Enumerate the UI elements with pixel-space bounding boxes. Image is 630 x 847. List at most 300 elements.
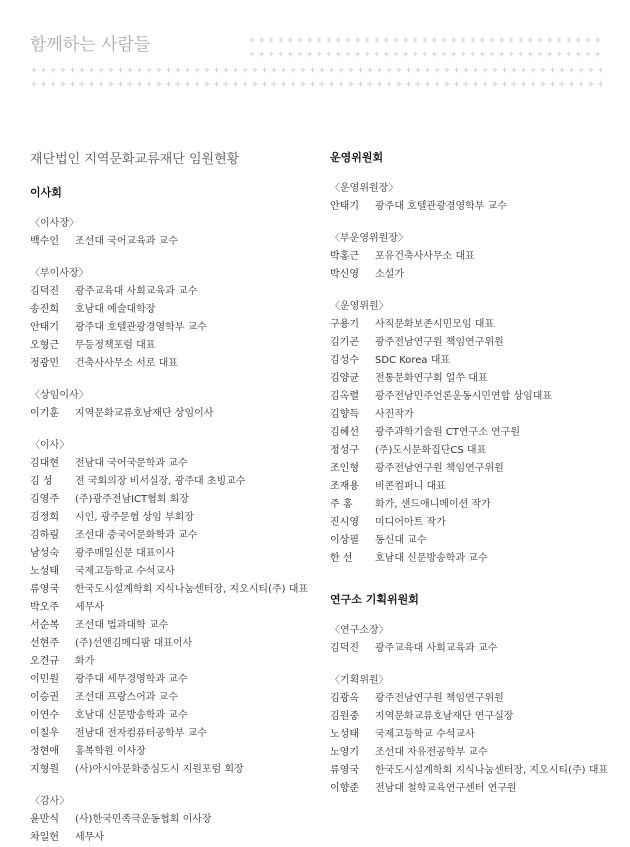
plus-mark: [576, 52, 581, 57]
plus-mark: [348, 68, 353, 73]
plus-mark: [128, 68, 133, 73]
plus-mark: [396, 82, 401, 87]
plus-mark: [336, 38, 341, 43]
member-name: 이상필: [330, 535, 359, 546]
plus-mark: [259, 38, 264, 43]
member-name: 김향득: [330, 409, 359, 420]
member-affiliation: 호남대 예술대학장: [75, 304, 156, 315]
plus-mark: [531, 82, 536, 87]
member-name: 윤만식: [30, 814, 59, 825]
member-name: 차일헌: [30, 832, 59, 843]
member-affiliation: 화가: [75, 656, 95, 667]
group-title: 〈이사〉: [30, 440, 70, 451]
member-name: 안태기: [30, 322, 59, 333]
member-name: 이칠우: [30, 728, 59, 739]
section-title-operating-committee: 운영위원회: [330, 151, 384, 164]
group-title: 〈이사장〉: [30, 218, 79, 229]
member-row: [330, 442, 620, 460]
member-name: 안태기: [330, 201, 359, 212]
plus-mark: [41, 68, 46, 73]
member-name: 노성태: [30, 566, 59, 577]
member-affiliation: 조선대 자유전공학부 교수: [375, 747, 488, 758]
plus-mark: [355, 52, 360, 57]
plus-mark: [185, 82, 190, 87]
member-row: [30, 617, 320, 635]
plus-mark: [51, 82, 56, 87]
member-affiliation: 전남대 전자컴퓨터공학부 교수: [75, 728, 207, 739]
plus-mark: [416, 82, 421, 87]
member-name: 조인형: [330, 463, 359, 474]
member-group: [30, 215, 320, 251]
plus-mark: [355, 38, 360, 43]
plus-mark: [413, 52, 418, 57]
plus-mark: [432, 52, 437, 57]
plus-mark: [566, 38, 571, 43]
member-row: [330, 406, 620, 424]
plus-mark: [470, 38, 475, 43]
plus-mark: [547, 52, 552, 57]
plus-mark: [32, 68, 37, 73]
member-affiliation: 조선대 국어교육과 교수: [75, 236, 178, 247]
plus-mark: [569, 68, 574, 73]
plus-mark: [483, 68, 488, 73]
plus-mark: [137, 68, 142, 73]
member-affiliation: 동신대 교수: [375, 535, 427, 546]
plus-mark: [89, 68, 94, 73]
member-affiliation: 무등정책포럼 대표: [75, 340, 156, 351]
member-row: [30, 405, 320, 423]
member-name: 김정희: [30, 512, 59, 523]
section-title-board: 이사회: [30, 186, 62, 199]
member-row: [330, 248, 620, 266]
plus-mark: [298, 38, 303, 43]
planning-committee-groups: [330, 622, 620, 798]
member-row: [330, 762, 620, 780]
plus-mark: [557, 38, 562, 43]
plus-mark: [307, 52, 312, 57]
plus-mark: [278, 38, 283, 43]
member-row: [330, 460, 620, 478]
plus-mark: [528, 38, 533, 43]
member-affiliation: 조선대 법과대학 교수: [75, 620, 169, 631]
plus-mark: [346, 38, 351, 43]
member-affiliation: 한국도시설계학회 지식나눔센터장, 지오시티(주) 대표: [375, 765, 609, 776]
member-row: [30, 355, 320, 373]
plus-mark: [512, 68, 517, 73]
member-affiliation: (주)선앤김메디팜 대표이사: [75, 638, 193, 649]
member-name: 이민원: [30, 674, 59, 685]
member-affiliation: 광주교육대 사회교육과 교수: [75, 286, 198, 297]
plus-mark: [358, 82, 363, 87]
plus-mark: [137, 82, 142, 87]
plus-mark: [377, 68, 382, 73]
plus-mark: [108, 82, 113, 87]
plus-mark: [538, 52, 543, 57]
plus-mark: [243, 82, 248, 87]
member-row: [30, 455, 320, 473]
member-name: 노성태: [330, 729, 359, 740]
member-name: 박홍근: [330, 251, 359, 262]
plus-mark: [298, 52, 303, 57]
member-group: [330, 230, 620, 284]
plus-mark: [250, 38, 255, 43]
member-name: 김기곤: [330, 337, 359, 348]
member-affiliation: 시인, 광주문협 상임 부회장: [75, 512, 194, 523]
member-affiliation: 화가, 샌드애니메이션 작가: [375, 499, 491, 510]
member-affiliation: 광주교육대 사회교육과 교수: [375, 643, 498, 654]
plus-mark: [531, 68, 536, 73]
member-row: [30, 653, 320, 671]
member-row: [30, 581, 320, 599]
member-name: 류영국: [330, 765, 359, 776]
plus-mark: [464, 82, 469, 87]
plus-mark: [41, 82, 46, 87]
plus-mark: [518, 38, 523, 43]
plus-mark: [384, 52, 389, 57]
member-row: [30, 563, 320, 581]
member-group: [330, 622, 620, 658]
plus-mark: [329, 82, 334, 87]
member-name: 김혜선: [330, 427, 359, 438]
plus-mark: [566, 52, 571, 57]
plus-mark: [403, 38, 408, 43]
member-row: [330, 198, 620, 216]
plus-mark: [403, 52, 408, 57]
member-row: [30, 491, 320, 509]
plus-mark: [269, 38, 274, 43]
plus-mark: [394, 38, 399, 43]
member-row: [30, 527, 320, 545]
group-title: 〈상임이사〉: [30, 390, 89, 401]
member-row: [330, 690, 620, 708]
plus-mark: [422, 52, 427, 57]
plus-mark: [176, 82, 181, 87]
plus-mark: [272, 82, 277, 87]
plus-mark: [310, 82, 315, 87]
plus-mark: [387, 68, 392, 73]
member-affiliation: 광주전남연구원 책임연구위원: [375, 463, 504, 474]
plus-mark: [70, 68, 75, 73]
member-name: 조재용: [330, 481, 359, 492]
plus-mark: [586, 38, 591, 43]
member-name: 김성수: [330, 355, 359, 366]
plus-mark: [358, 68, 363, 73]
plus-mark: [166, 82, 171, 87]
plus-mark: [406, 82, 411, 87]
plus-mark: [425, 68, 430, 73]
member-affiliation: 포유건축사사무소 대표: [375, 251, 475, 262]
plus-mark: [502, 68, 507, 73]
member-name: 김 성: [30, 476, 53, 487]
group-title: 〈연구소장〉: [330, 625, 389, 636]
plus-mark: [432, 38, 437, 43]
member-row: [30, 301, 320, 319]
plus-mark: [521, 82, 526, 87]
plus-mark: [518, 52, 523, 57]
member-name: 박오주: [30, 602, 59, 613]
member-name: 박신영: [330, 269, 359, 280]
member-group: [30, 793, 320, 847]
plus-mark: [252, 82, 257, 87]
plus-mark: [416, 68, 421, 73]
plus-mark: [300, 68, 305, 73]
plus-mark: [326, 52, 331, 57]
plus-mark: [374, 52, 379, 57]
member-row: [330, 478, 620, 496]
member-row: [330, 708, 620, 726]
member-row: [330, 388, 620, 406]
plus-mark: [320, 82, 325, 87]
member-row: [330, 640, 620, 658]
member-name: 김덕진: [30, 286, 59, 297]
plus-mark: [346, 52, 351, 57]
member-name: 선현주: [30, 638, 59, 649]
plus-mark: [512, 82, 517, 87]
plus-mark: [557, 52, 562, 57]
member-affiliation: 전남대 국어국문학과 교수: [75, 458, 188, 469]
plus-mark: [365, 38, 370, 43]
member-name: 김하림: [30, 530, 59, 541]
plus-mark: [250, 52, 255, 57]
member-name: 정성구: [330, 445, 359, 456]
plus-mark: [579, 82, 584, 87]
member-name: 이기훈: [30, 408, 59, 419]
plus-mark: [224, 68, 229, 73]
plus-mark: [374, 38, 379, 43]
plus-mark: [509, 38, 514, 43]
plus-mark: [406, 68, 411, 73]
member-affiliation: 조선대 중국어문화학과 교수: [75, 530, 198, 541]
plus-mark: [560, 68, 565, 73]
plus-mark: [288, 52, 293, 57]
member-affiliation: 광주대 호텔관광경영학부 교수: [75, 322, 207, 333]
member-name: 한 선: [330, 553, 353, 564]
member-row: [30, 743, 320, 761]
plus-mark: [307, 38, 312, 43]
member-row: [30, 635, 320, 653]
member-affiliation: 사진작가: [375, 409, 414, 420]
plus-mark: [461, 52, 466, 57]
plus-mark: [368, 68, 373, 73]
plus-mark: [243, 68, 248, 73]
plus-mark: [128, 82, 133, 87]
plus-mark: [195, 82, 200, 87]
plus-mark: [80, 82, 85, 87]
member-name: 김대현: [30, 458, 59, 469]
group-title: 〈부운영위원장〉: [330, 233, 408, 244]
plus-mark: [156, 82, 161, 87]
member-row: [30, 337, 320, 355]
member-name: 이승권: [30, 692, 59, 703]
plus-mark: [442, 38, 447, 43]
plus-mark: [454, 68, 459, 73]
member-group: [30, 387, 320, 423]
plus-mark: [499, 52, 504, 57]
member-row: [30, 689, 320, 707]
plus-mark: [176, 68, 181, 73]
plus-mark: [502, 82, 507, 87]
plus-mark: [214, 82, 219, 87]
member-name: 백수인: [30, 236, 59, 247]
plus-mark: [387, 82, 392, 87]
plus-mark: [540, 82, 545, 87]
plus-mark: [499, 38, 504, 43]
plus-mark: [550, 82, 555, 87]
member-name: 오견규: [30, 656, 59, 667]
member-row: [330, 352, 620, 370]
member-affiliation: 소설가: [375, 269, 404, 280]
member-affiliation: 세무사: [75, 602, 104, 613]
plus-mark: [326, 38, 331, 43]
member-row: [330, 550, 620, 568]
plus-mark: [560, 82, 565, 87]
plus-mark: [550, 68, 555, 73]
member-name: 서순복: [30, 620, 59, 631]
plus-mark: [394, 52, 399, 57]
plus-mark: [214, 68, 219, 73]
member-name: 김영주: [30, 494, 59, 505]
plus-mark: [569, 82, 574, 87]
plus-mark: [425, 82, 430, 87]
member-affiliation: 국제고등학교 수석교사: [375, 729, 475, 740]
plus-mark: [147, 82, 152, 87]
member-row: [30, 811, 320, 829]
plus-mark: [291, 68, 296, 73]
page-title: 재단법인 지역문화교류재단 임원현황: [30, 152, 240, 167]
plus-mark: [281, 68, 286, 73]
plus-mark: [233, 82, 238, 87]
plus-mark: [470, 52, 475, 57]
plus-mark: [224, 82, 229, 87]
group-title: 〈기획위원〉: [330, 675, 389, 686]
plus-mark: [252, 68, 257, 73]
plus-mark: [118, 68, 123, 73]
member-affiliation: 광주매일신문 대표이사: [75, 548, 175, 559]
plus-mark: [454, 82, 459, 87]
member-affiliation: 전남대 철학교육연구센터 연구원: [375, 783, 517, 794]
member-affiliation: (주)광주전남ICT협회 회장: [75, 494, 189, 505]
member-row: [330, 316, 620, 334]
plus-mark: [288, 38, 293, 43]
plus-mark: [195, 68, 200, 73]
plus-mark: [538, 38, 543, 43]
plus-mark: [595, 38, 600, 43]
member-name: 정광민: [30, 358, 59, 369]
plus-mark: [588, 68, 593, 73]
plus-mark: [348, 82, 353, 87]
member-name: 정현애: [30, 746, 59, 757]
plus-mark: [317, 38, 322, 43]
member-affiliation: 호남대 신문방송학과 교수: [375, 553, 488, 564]
member-name: 남성숙: [30, 548, 59, 559]
member-row: [330, 424, 620, 442]
plus-mark: [99, 82, 104, 87]
plus-mark: [147, 68, 152, 73]
plus-mark: [521, 68, 526, 73]
member-row: [30, 509, 320, 527]
member-row: [330, 514, 620, 532]
plus-mark: [480, 38, 485, 43]
plus-mark: [473, 68, 478, 73]
board-column: [30, 185, 320, 847]
group-title: 〈운영위원장〉: [330, 183, 399, 194]
member-group: [330, 180, 620, 216]
plus-mark: [547, 38, 552, 43]
plus-mark: [540, 68, 545, 73]
member-row: [30, 545, 320, 563]
plus-mark: [272, 68, 277, 73]
section-title-planning-committee: 연구소 기획위원회: [330, 593, 419, 606]
member-name: 김원중: [330, 711, 359, 722]
member-row: [330, 266, 620, 284]
member-affiliation: 세무사: [75, 832, 104, 843]
member-name: 김옥렬: [330, 391, 359, 402]
plus-mark: [310, 68, 315, 73]
plus-mark: [598, 82, 603, 87]
member-affiliation: 광주전남민주언론운동시민연합 상임대표: [375, 391, 553, 402]
plus-mark: [300, 82, 305, 87]
plus-mark: [204, 82, 209, 87]
member-group: [330, 298, 620, 568]
member-affiliation: (주)도시문화집단CS 대표: [375, 445, 487, 456]
plus-mark: [60, 68, 65, 73]
plus-mark: [509, 52, 514, 57]
member-name: 김광옥: [330, 693, 359, 704]
plus-mark: [291, 82, 296, 87]
member-name: 오형근: [30, 340, 59, 351]
member-row: [330, 496, 620, 514]
member-row: [330, 780, 620, 798]
plus-mark: [89, 82, 94, 87]
plus-mark: [384, 38, 389, 43]
plus-mark: [586, 52, 591, 57]
plus-mark: [435, 82, 440, 87]
member-affiliation: 조선대 프랑스어과 교수: [75, 692, 178, 703]
plus-mark: [598, 68, 603, 73]
member-row: [30, 671, 320, 689]
member-name: 구용기: [330, 319, 359, 330]
plus-mark: [492, 68, 497, 73]
member-affiliation: 사직문화보존시민모임 대표: [375, 319, 495, 330]
plus-mark: [156, 68, 161, 73]
plus-mark: [365, 52, 370, 57]
member-row: [330, 370, 620, 388]
member-name: 김양균: [330, 373, 359, 384]
plus-mark: [339, 68, 344, 73]
member-name: 진시영: [330, 517, 359, 528]
member-name: 노영기: [330, 747, 359, 758]
plus-mark: [492, 82, 497, 87]
plus-mark: [595, 52, 600, 57]
plus-mark: [70, 82, 75, 87]
member-affiliation: 광주과학기술원 CT연구소 연구원: [375, 427, 521, 438]
member-affiliation: 지역문화교류호남재단 연구실장: [375, 711, 514, 722]
plus-mark: [451, 52, 456, 57]
member-row: [30, 829, 320, 847]
operating-committee-groups: [330, 180, 620, 568]
plus-mark: [368, 82, 373, 87]
plus-mark: [278, 52, 283, 57]
member-row: [330, 532, 620, 550]
member-name: 류영국: [30, 584, 59, 595]
plus-mark: [185, 68, 190, 73]
member-name: 이연수: [30, 710, 59, 721]
member-name: 주 홍: [330, 499, 353, 510]
member-affiliation: 비콘컴퍼니 대표: [375, 481, 446, 492]
plus-mark: [444, 82, 449, 87]
group-title: 〈부이사장〉: [30, 268, 89, 279]
group-title: 〈감사〉: [30, 796, 70, 807]
